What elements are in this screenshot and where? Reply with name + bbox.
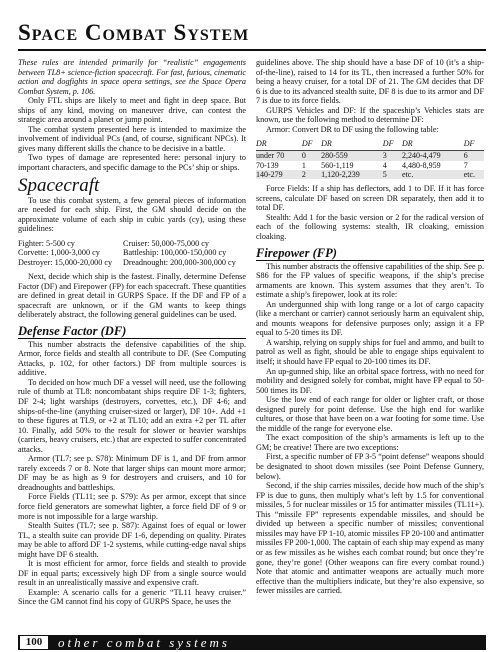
paragraph: guidelines above. The ship should have a base DF of 10 (it’s a ship-of-the-line), raised to 14 for its TL, then increased a further 50% for being a heavy cruiser, for a total DF of 21. The GM decides that DF 6 is due to its advanced stealth suite, DF 8 is due to its armor and DF 7 is due to its force fields. xyxy=(256,58,484,106)
left-column xyxy=(18,58,246,607)
table-header: DR xyxy=(321,139,383,151)
table-row xyxy=(256,161,484,170)
table-cell: 2 xyxy=(302,170,321,179)
ship-class-item: Destroyer: 15,000-20,000 cy xyxy=(18,257,113,267)
table-header-row xyxy=(256,139,484,151)
table-cell: 7 xyxy=(463,160,468,170)
paragraph: Force Fields: If a ship has deflectors, add 1 to DF. If it has force screens, calculate DF based on screen DR separately, then add it to total DF. xyxy=(256,184,484,213)
paragraph: This number abstracts the defensive capabilities of the ship. Armor, force fields and stealth all contribute to DF. (See Computing Attacks, p. 102, for other factors.) DF from multiple sources is additive. xyxy=(18,339,246,378)
intro-paragraph: These rules are intended primarily for “realistic” engagements between TL8+ science-fiction spacecraft. For fast, furious, cinematic action and dogfights in space opera settings, see the Space Opera Combat System, p. 106. xyxy=(18,58,246,96)
heading-defense-factor: Defense Factor (DF) xyxy=(18,324,246,339)
paragraph: The combat system presented here is intended to maximize the involvement of individual PCs (and, of course, significant NPCs). It gives many different skills the chance to be decisive in a battle. xyxy=(18,124,246,153)
table-header: DF xyxy=(383,139,402,151)
table-cell: 3 xyxy=(383,151,402,161)
table-cell: 560-1,119 xyxy=(321,160,354,170)
heading-firepower: Firepower (FP) xyxy=(256,246,484,261)
paragraph: A warship, relying on supply ships for fuel and ammo, and built to patrol as well as fight, should be able to engage ships equivalent to itself; it should have FP equal to 20-100 times its DF. xyxy=(256,337,484,367)
paragraph: Stealth Suites (TL7; see p. S87): Against foes of equal or lower TL, a stealth suite can provide DF 1-6, depending on quality. Pirates may be able to afford DF 1-2 systems, while cutting-edge naval ships might have DF 6 stealth. xyxy=(18,521,246,559)
paragraph: Next, decide which ship is the fastest. Finally, determine Defense Factor (DF) and Firepower (FP) for each spacecraft. These quantities are defined in great detail in GURPS Space. If the DF and FP of a spacecraft are unknown, or if the GM wants to keep things deliberately abstract, the following general guidelines can be used. xyxy=(18,271,246,320)
paragraph: GURPS Vehicles and DF: If the spaceship’s Vehicles stats are known, use the following method to determine DF: xyxy=(256,105,484,125)
paragraph: Stealth: Add 1 for the basic version or 2 for the radical version of each of the following systems: stealth, IR cloaking, emission cloaking. xyxy=(256,212,484,241)
table-cell: 1 xyxy=(301,160,306,170)
table-cell: 5 xyxy=(383,170,402,179)
footer-section-title: other combat systems xyxy=(58,635,230,650)
table-cell: 280-559 xyxy=(321,151,383,161)
table-cell: 4,480-8,959 xyxy=(402,160,441,170)
heading-spacecraft: Spacecraft xyxy=(18,174,100,196)
paragraph: This number abstracts the offensive capabilities of the ship. See p. S86 for the FP values of specific weapons, if the ship’s precise armaments are known. This system assumes that they aren’t. To estimate a ship’s firepower, look at its role: xyxy=(256,261,484,300)
table-row xyxy=(256,170,484,179)
ship-class-item: Cruiser: 50,000-75,000 cy xyxy=(123,238,209,248)
table-header: DR xyxy=(402,139,464,151)
ship-class-item: Fighter: 5-500 cy xyxy=(18,238,75,248)
paragraph: The exact composition of the ship’s armaments is left up to the GM; be creative! There are two exceptions: xyxy=(256,433,484,452)
paragraph: First, a specific number of FP 3-5 “point defense” weapons should be designated to shoot down missiles (see Point Defense Gunnery, below). xyxy=(256,452,484,481)
ship-class-item: Dreadnought: 200,000-300,000 cy xyxy=(123,257,236,267)
paragraph: To use this combat system, a few general pieces of information are needed for each ship. First, the GM should decide on the approximate volume of each ship in cubic yards (cy), using these guidelines: xyxy=(18,195,246,234)
table-cell: 6 xyxy=(464,151,484,161)
table-header: DF xyxy=(464,139,484,151)
page-footer xyxy=(18,635,486,650)
table-cell: 0 xyxy=(302,151,321,161)
table-row xyxy=(256,151,484,161)
ship-class-item: Corvette: 1,000-3,000 cy xyxy=(18,248,100,258)
page-number: 100 xyxy=(20,636,48,649)
paragraph: An up-gunned ship, like an orbital space fortress, with no need for mobility and designed solely for combat, might have FP equal to 50-500 times its DF. xyxy=(256,366,484,395)
paragraph: Force Fields (TL11; see p. S79): As per armor, except that since force field generators are somewhat lighter, a force field DF of 9 or more is not impossible for a large warship. xyxy=(18,492,246,521)
paragraph: Only FTL ships are likely to meet and fight in deep space. But ships of any kind, moving on maneuver drive, can contest the strategic area around a planet or jump point. xyxy=(18,96,246,125)
ship-class-list xyxy=(18,239,246,267)
table-cell: 4 xyxy=(382,160,387,170)
paragraph: Second, if the ship carries missiles, decide how much of the ship’s FP is due to guns, then multiply what’s left by 1.5 for conventional missiles, 5 for nuclear missiles or 15 for antimatter missiles (TL11+). This “missile FP” represents expendable missiles, and should be divided up between a specific number of missiles; conventional missiles may have FP 1-10, atomic missiles FP 20-100 and antimatter missiles FP 200-1,000. The captain of each ship may expend as many or as few missiles as he wishes each combat round; but once they’re gone, they’re gone! (Other weapons can fire every combat round.) Note that atomic and antimatter weapons are actually much more effective than the multipliers indicate, but they’re also expensive, so fewer missiles are carried. xyxy=(256,481,484,596)
right-column xyxy=(256,58,484,596)
paragraph: It is most efficient for armor, force fields and stealth to provide DF in equal parts; excessively high DF from a single source would result in an unrealistically massive and expensive craft. xyxy=(18,559,246,588)
paragraph: Two types of damage are represented here: personal injury to important characters, and specific damage to the PCs’ ship or ships. xyxy=(18,153,246,173)
table-cell: etc. xyxy=(402,170,464,179)
paragraph: An undergunned ship with long range or a lot of cargo capacity (like a merchant or carrier) cannot seriously harm an equivalent ship, and mounts weapons for defensive purposes only; assign it a FP equal to 5-20 times its DF. xyxy=(256,299,484,338)
table-cell: etc. xyxy=(464,170,484,179)
paragraph: Armor (TL7; see p. S78): Minimum DF is 1, and DF from armor rarely exceeds 7 or 8. Note that larger ships can mount more armor; DF may be as high as 9 for destroyers and cruisers, and 10 for dreadnoughts and battleships. xyxy=(18,454,246,492)
paragraph: To decided on how much DF a vessel will need, use the following rule of thumb at TL8: noncombatant ships require DF 1-3; fighters, DF 2-4; light warships (destroyers, corvettes, etc.), DF 4-6; and ships-of-the-line (anything cruiser-sized or larger), DF 10+. Add +1 to these figures at TL9, or +2 at TL10; add an extra +2 per TL after 10. Finally, add 50% to the result for slower or heavier warships (carriers, heavy cruisers, etc.) that are expected to suffer concentrated attacks. xyxy=(18,377,246,454)
title-rule xyxy=(18,49,486,51)
table-cell: 1,120-2,239 xyxy=(321,170,383,179)
table-cell: 70-139 xyxy=(256,160,279,170)
paragraph: Armor: Convert DR to DF using the following table: xyxy=(266,124,439,134)
table-cell: 140-279 xyxy=(256,170,302,179)
dr-df-table xyxy=(256,139,484,179)
table-header: DF xyxy=(302,139,321,151)
page-title: Space Combat System xyxy=(18,20,250,45)
table-header: DR xyxy=(256,139,302,151)
table-cell: 2,240-4,479 xyxy=(402,151,464,161)
paragraph: Use the low end of each range for older or lighter craft, or those designed purely for point defense. Use the high end for warlike cultures, or those that have been on a war footing for some time. Use the middle of the range for everyone else. xyxy=(256,395,484,433)
ship-class-item: Battleship: 100,000-150,000 cy xyxy=(123,248,227,258)
table-cell: under 70 xyxy=(256,151,302,161)
paragraph: Example: A scenario calls for a generic “TL11 heavy cruiser.” Since the GM cannot find his copy of GURPS Space, he uses the xyxy=(18,587,246,607)
